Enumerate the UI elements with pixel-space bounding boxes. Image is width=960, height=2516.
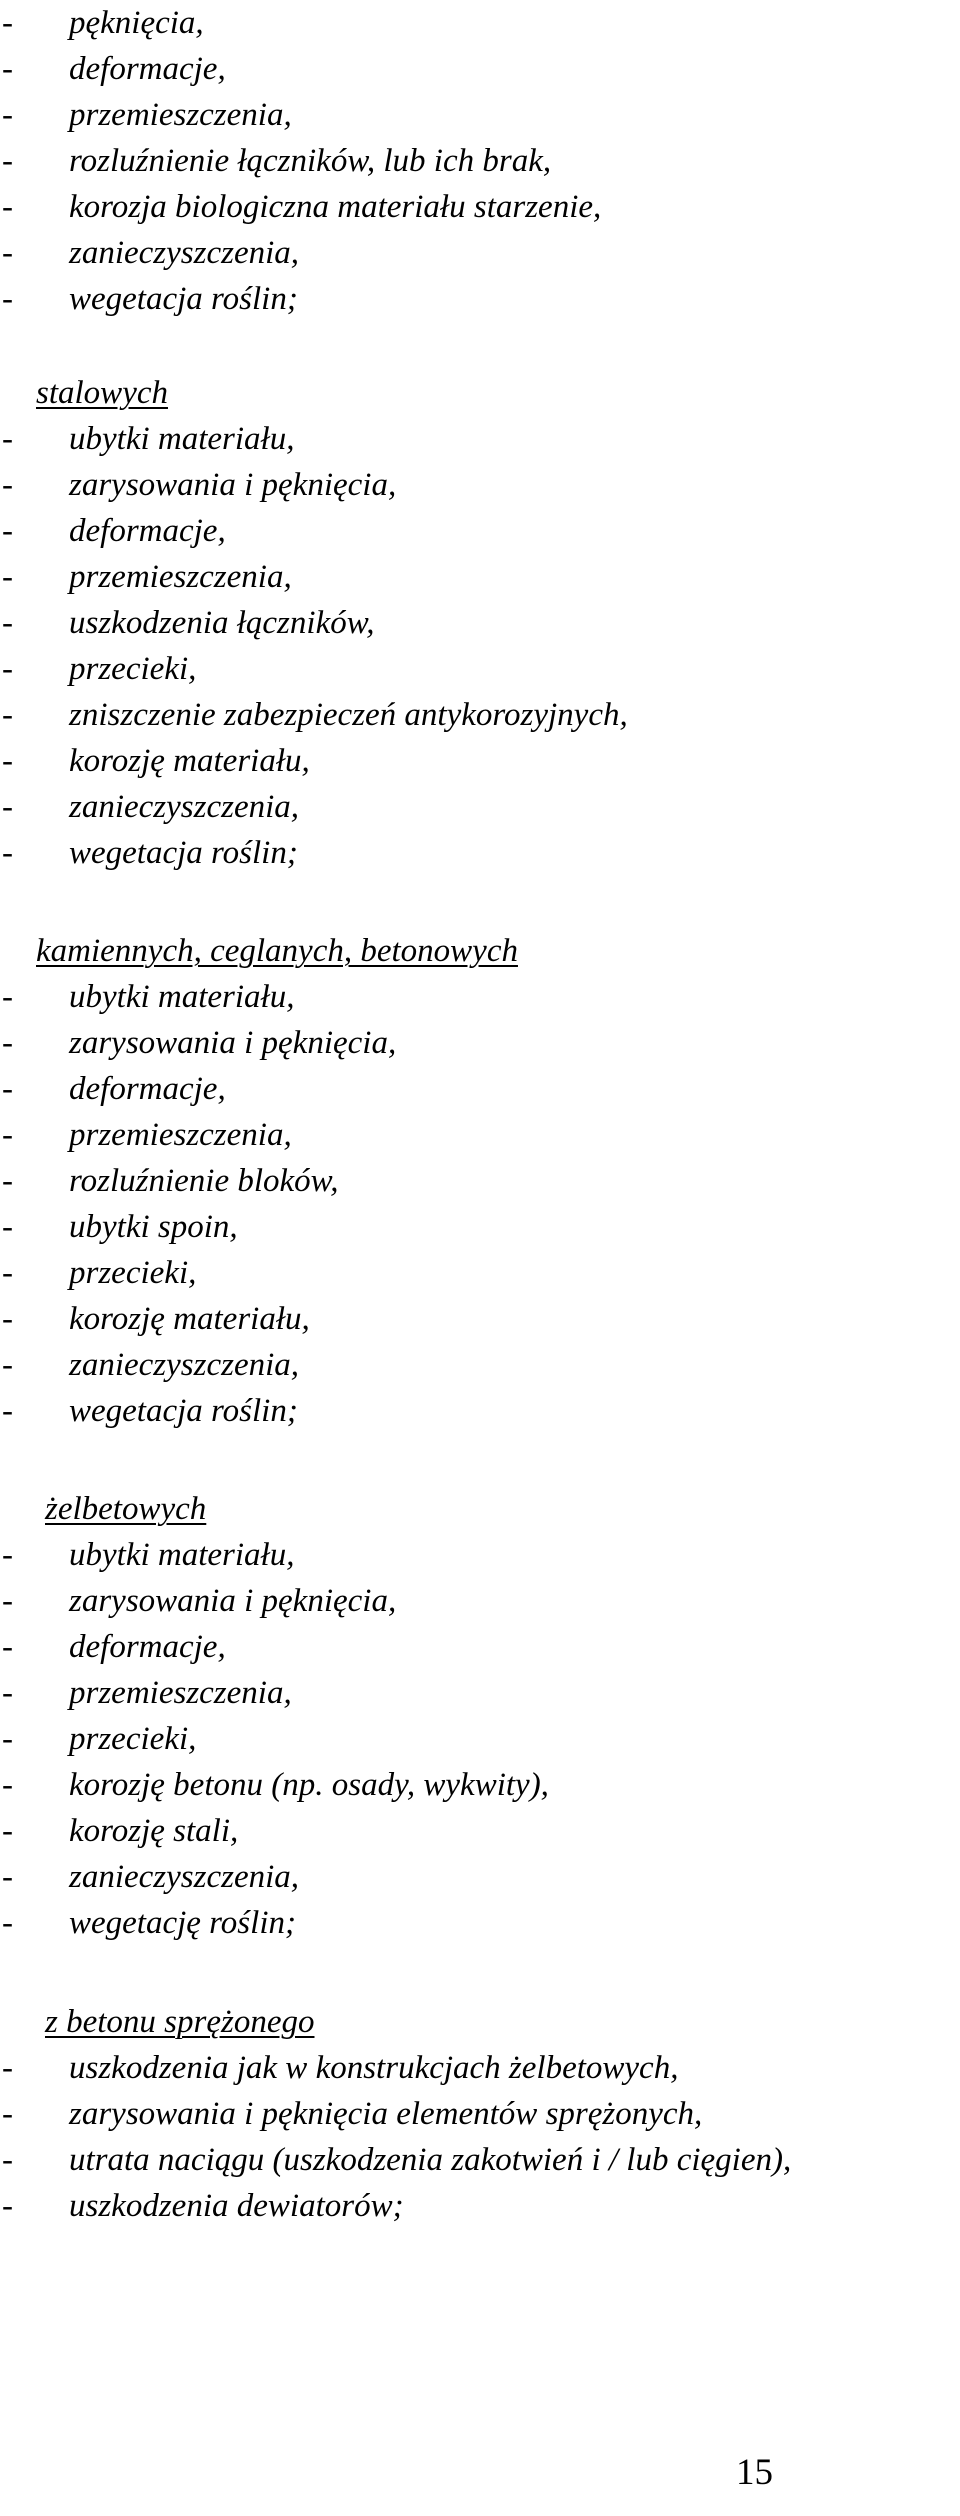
list-dash: - bbox=[2, 189, 13, 225]
list-item-text: rozluźnienie łączników, lub ich brak, bbox=[69, 143, 552, 179]
list-dash: - bbox=[2, 2142, 13, 2178]
list-dash: - bbox=[2, 1905, 13, 1941]
list-item bbox=[0, 1296, 960, 1342]
list-dash: - bbox=[2, 979, 13, 1015]
list-item-text: korozję betonu (np. osady, wykwity), bbox=[69, 1767, 549, 1803]
section-heading: żelbetowych bbox=[45, 1491, 207, 1527]
list-item-text: zanieczyszczenia, bbox=[69, 235, 300, 271]
list-item-text: wegetacja roślin; bbox=[69, 1393, 298, 1429]
page-number: 15 bbox=[736, 2452, 773, 2493]
list-dash: - bbox=[2, 421, 13, 457]
list-item-text: ubytki materiału, bbox=[69, 1537, 295, 1573]
list-item bbox=[0, 1388, 960, 1434]
list-item-text: deformacje, bbox=[69, 1629, 226, 1665]
list-dash: - bbox=[2, 1537, 13, 1573]
list-dash: - bbox=[2, 605, 13, 641]
list-item bbox=[0, 1578, 960, 1624]
list-item-text: deformacje, bbox=[69, 513, 226, 549]
list-dash: - bbox=[2, 1767, 13, 1803]
list-dash: - bbox=[2, 1629, 13, 1665]
list-dash: - bbox=[2, 1347, 13, 1383]
list-dash: - bbox=[2, 1117, 13, 1153]
list-dash: - bbox=[2, 1163, 13, 1199]
list-item bbox=[0, 1066, 960, 1112]
list-item bbox=[0, 1532, 960, 1578]
list-dash: - bbox=[2, 1255, 13, 1291]
list-item bbox=[0, 1158, 960, 1204]
list-item-text: uszkodzenia jak w konstrukcjach żelbetowych, bbox=[69, 2050, 679, 2086]
list-item-text: korozję stali, bbox=[69, 1813, 239, 1849]
list-item-text: korozję materiału, bbox=[69, 743, 310, 779]
list-item-text: przemieszczenia, bbox=[69, 1675, 292, 1711]
list-dash: - bbox=[2, 2096, 13, 2132]
list-item-text: zanieczyszczenia, bbox=[69, 1347, 300, 1383]
list-dash: - bbox=[2, 1583, 13, 1619]
list-item bbox=[0, 2091, 960, 2137]
list-item-text: deformacje, bbox=[69, 51, 226, 87]
list-item bbox=[0, 184, 960, 230]
list-dash: - bbox=[2, 1859, 13, 1895]
list-item bbox=[0, 508, 960, 554]
list-item-text: rozluźnienie bloków, bbox=[69, 1163, 339, 1199]
list-dash: - bbox=[2, 513, 13, 549]
list-dash: - bbox=[2, 835, 13, 871]
list-item bbox=[0, 138, 960, 184]
list-dash: - bbox=[2, 5, 13, 41]
list-dash: - bbox=[2, 467, 13, 503]
section-heading: z betonu sprężonego bbox=[45, 2004, 315, 2040]
list-item-text: uszkodzenia dewiatorów; bbox=[69, 2188, 404, 2224]
list-item-text: przecieki, bbox=[69, 1255, 197, 1291]
list-dash: - bbox=[2, 789, 13, 825]
list-dash: - bbox=[2, 1813, 13, 1849]
list-item bbox=[0, 974, 960, 1020]
list-item bbox=[0, 2045, 960, 2091]
list-item bbox=[0, 2183, 960, 2229]
list-item-text: wegetację roślin; bbox=[69, 1905, 296, 1941]
list-dash: - bbox=[2, 51, 13, 87]
list-item-text: korozja biologiczna materiału starzenie, bbox=[69, 189, 602, 225]
list-item-text: zarysowania i pęknięcia elementów sprężonych, bbox=[69, 2096, 703, 2132]
list-item-text: wegetacja roślin; bbox=[69, 281, 298, 317]
list-dash: - bbox=[2, 651, 13, 687]
list-item bbox=[0, 1670, 960, 1716]
list-dash: - bbox=[2, 1301, 13, 1337]
list-item-text: deformacje, bbox=[69, 1071, 226, 1107]
list-item-text: uszkodzenia łączników, bbox=[69, 605, 375, 641]
list-item-text: ubytki materiału, bbox=[69, 421, 295, 457]
list-dash: - bbox=[2, 281, 13, 317]
list-item-text: wegetacja roślin; bbox=[69, 835, 298, 871]
list-dash: - bbox=[2, 743, 13, 779]
list-item bbox=[0, 2137, 960, 2183]
list-item bbox=[0, 0, 960, 46]
section-heading: kamiennych, ceglanych, betonowych bbox=[36, 933, 518, 969]
list-dash: - bbox=[2, 1209, 13, 1245]
list-dash: - bbox=[2, 97, 13, 133]
list-item-text: ubytki spoin, bbox=[69, 1209, 238, 1245]
list-item-text: utrata naciągu (uszkodzenia zakotwień i / lub cięgien), bbox=[69, 2142, 792, 2178]
list-item bbox=[0, 1204, 960, 1250]
list-item bbox=[0, 646, 960, 692]
list-item bbox=[0, 1900, 960, 1946]
list-item bbox=[0, 830, 960, 876]
list-item-text: przemieszczenia, bbox=[69, 1117, 292, 1153]
list-item bbox=[0, 1250, 960, 1296]
list-item bbox=[0, 784, 960, 830]
list-dash: - bbox=[2, 143, 13, 179]
list-item bbox=[0, 276, 960, 322]
list-dash: - bbox=[2, 1721, 13, 1757]
list-dash: - bbox=[2, 235, 13, 271]
list-dash: - bbox=[2, 559, 13, 595]
list-item-text: zanieczyszczenia, bbox=[69, 789, 300, 825]
list-item bbox=[0, 1020, 960, 1066]
list-item bbox=[0, 1112, 960, 1158]
list-item bbox=[0, 600, 960, 646]
list-item-text: zanieczyszczenia, bbox=[69, 1859, 300, 1895]
list-dash: - bbox=[2, 1025, 13, 1061]
list-dash: - bbox=[2, 697, 13, 733]
list-item-text: przecieki, bbox=[69, 1721, 197, 1757]
list-item bbox=[0, 1762, 960, 1808]
list-item bbox=[0, 1624, 960, 1670]
section-heading: stalowych bbox=[36, 375, 168, 411]
list-dash: - bbox=[2, 1393, 13, 1429]
list-item bbox=[0, 462, 960, 508]
list-item-text: przemieszczenia, bbox=[69, 97, 292, 133]
list-item-text: pęknięcia, bbox=[69, 5, 204, 41]
list-item bbox=[0, 92, 960, 138]
list-item-text: zarysowania i pęknięcia, bbox=[69, 1583, 397, 1619]
list-item-text: korozję materiału, bbox=[69, 1301, 310, 1337]
list-dash: - bbox=[2, 1071, 13, 1107]
list-item-text: zarysowania i pęknięcia, bbox=[69, 467, 397, 503]
list-item bbox=[0, 1716, 960, 1762]
list-item bbox=[0, 554, 960, 600]
list-item-text: przemieszczenia, bbox=[69, 559, 292, 595]
list-item bbox=[0, 416, 960, 462]
list-item bbox=[0, 1342, 960, 1388]
list-item-text: ubytki materiału, bbox=[69, 979, 295, 1015]
list-item-text: zniszczenie zabezpieczeń antykorozyjnych, bbox=[69, 697, 628, 733]
list-item bbox=[0, 230, 960, 276]
list-item bbox=[0, 692, 960, 738]
list-item bbox=[0, 1854, 960, 1900]
list-item bbox=[0, 46, 960, 92]
list-item-text: zarysowania i pęknięcia, bbox=[69, 1025, 397, 1061]
list-dash: - bbox=[2, 1675, 13, 1711]
list-item bbox=[0, 738, 960, 784]
list-dash: - bbox=[2, 2188, 13, 2224]
list-item-text: przecieki, bbox=[69, 651, 197, 687]
list-item bbox=[0, 1808, 960, 1854]
list-dash: - bbox=[2, 2050, 13, 2086]
